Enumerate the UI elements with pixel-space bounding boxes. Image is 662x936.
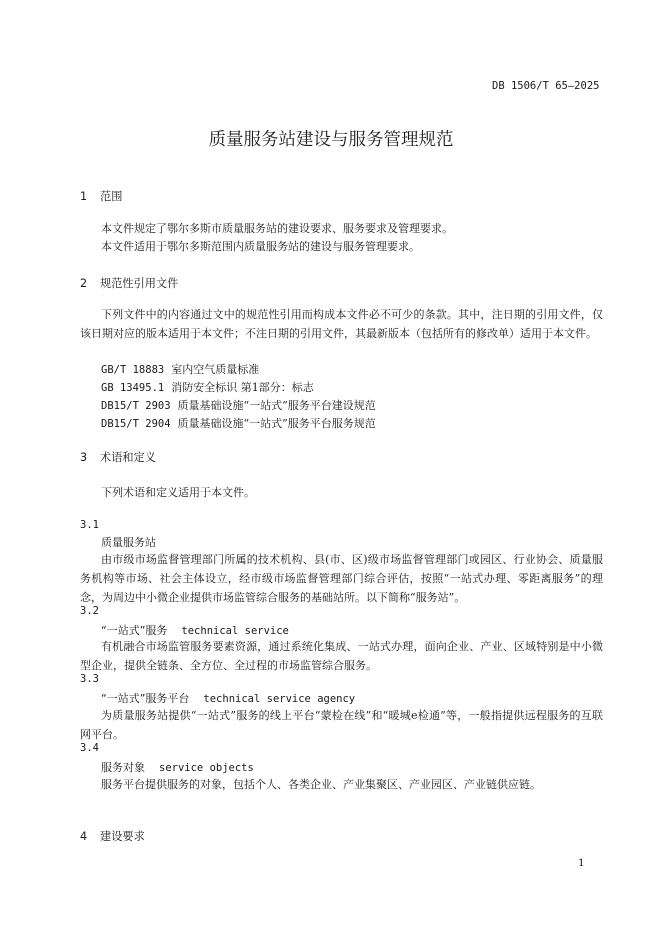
section-1-paragraph-1: 本文件规定了鄂尔多斯市质量服务站的建设要求、服务要求及管理要求。 (101, 222, 453, 235)
term-number: 3.3 (80, 673, 99, 685)
section-2-intro: 下列文件中的内容通过文中的规范性引用而构成本文件必不可少的条款。其中，注日期的引用文件，仅该日期对应的版本适用于本文件；不注日期的引用文件，其最新版本（包括所有的修改单）适用于本文件。 (80, 308, 603, 340)
page-number: 1 (578, 857, 585, 869)
term-title (101, 690, 355, 706)
section-1-title: 范围 (100, 190, 123, 203)
term-name: 质量服务站 (101, 536, 156, 549)
term-name: “一站式”服务平台 (101, 692, 190, 705)
section-1-heading (80, 188, 122, 204)
reference-name: 质量基础设施“一站式”服务平台服务规范 (177, 417, 376, 430)
section-4-heading (80, 828, 145, 844)
term-number: 3.2 (80, 605, 99, 617)
term-definition: 由市级市场监督管理部门所属的技术机构、县(市、区)级市场监督管理部门或园区、行业协会、质量服务机构等市场、社会主体设立，经市级市场监督管理部门综合评估，按照“一站式办理、零距离服务”的理念，为周边中小微企业提供市场监管综合服务的基础站所。以下简称“服务站”。 (80, 553, 603, 604)
section-4-title: 建设要求 (100, 830, 145, 843)
term-definition: 为质量服务站提供“一站式”服务的线上平台“蒙检在线”和“暖城e检通”等，一般指提供远程服务的互联网平台。 (80, 709, 603, 741)
term-number: 3.4 (80, 742, 99, 754)
section-1-number: 1 (80, 190, 88, 203)
section-1-paragraph-2: 本文件适用于鄂尔多斯范围内质量服务站的建设与服务管理要求。 (101, 240, 420, 253)
reference-item (101, 361, 259, 377)
reference-item (101, 397, 376, 413)
section-3-number: 3 (80, 451, 88, 464)
term-name: 服务对象 (101, 761, 145, 774)
section-4-number: 4 (80, 830, 88, 843)
reference-code: DB15/T 2904 (101, 418, 171, 430)
reference-code: GB 13495.1 (101, 382, 165, 394)
term-title (101, 759, 254, 775)
term-title (101, 534, 156, 550)
section-3-heading (80, 449, 156, 465)
document-number: DB 1506/T 65—2025 (492, 80, 600, 92)
term-definition: 有机融合市场监管服务要素资源，通过系统化集成、一站式办理，面向企业、产业、区域特别是中小微型企业，提供全链条、全方位、全过程的市场监管综合服务。 (80, 640, 603, 672)
reference-name: 质量基础设施“一站式”服务平台建设规范 (177, 399, 376, 412)
reference-name: 室内空气质量标准 (171, 363, 260, 376)
term-title (101, 622, 289, 638)
section-2-number: 2 (80, 277, 88, 290)
term-definition: 服务平台提供服务的对象，包括个人、各类企业、产业集聚区、产业园区、产业链供应链。 (101, 778, 541, 791)
term-name: “一站式”服务 (101, 624, 168, 637)
document-title: 质量服务站建设与服务管理规范 (208, 130, 454, 150)
section-2-heading (80, 275, 178, 291)
section-3-title: 术语和定义 (100, 451, 156, 464)
term-english: technical service (181, 625, 289, 637)
reference-code: DB15/T 2903 (101, 400, 171, 412)
reference-item (101, 379, 314, 395)
term-english: technical service agency (203, 693, 356, 705)
section-3-intro: 下列术语和定义适用于本文件。 (101, 486, 255, 499)
reference-name: 消防安全标识 第1部分：标志 (171, 381, 314, 394)
reference-item (101, 415, 376, 431)
term-english: service objects (159, 762, 254, 774)
reference-code: GB/T 18883 (101, 364, 165, 376)
term-number: 3.1 (80, 519, 99, 531)
section-2-title: 规范性引用文件 (100, 277, 179, 290)
